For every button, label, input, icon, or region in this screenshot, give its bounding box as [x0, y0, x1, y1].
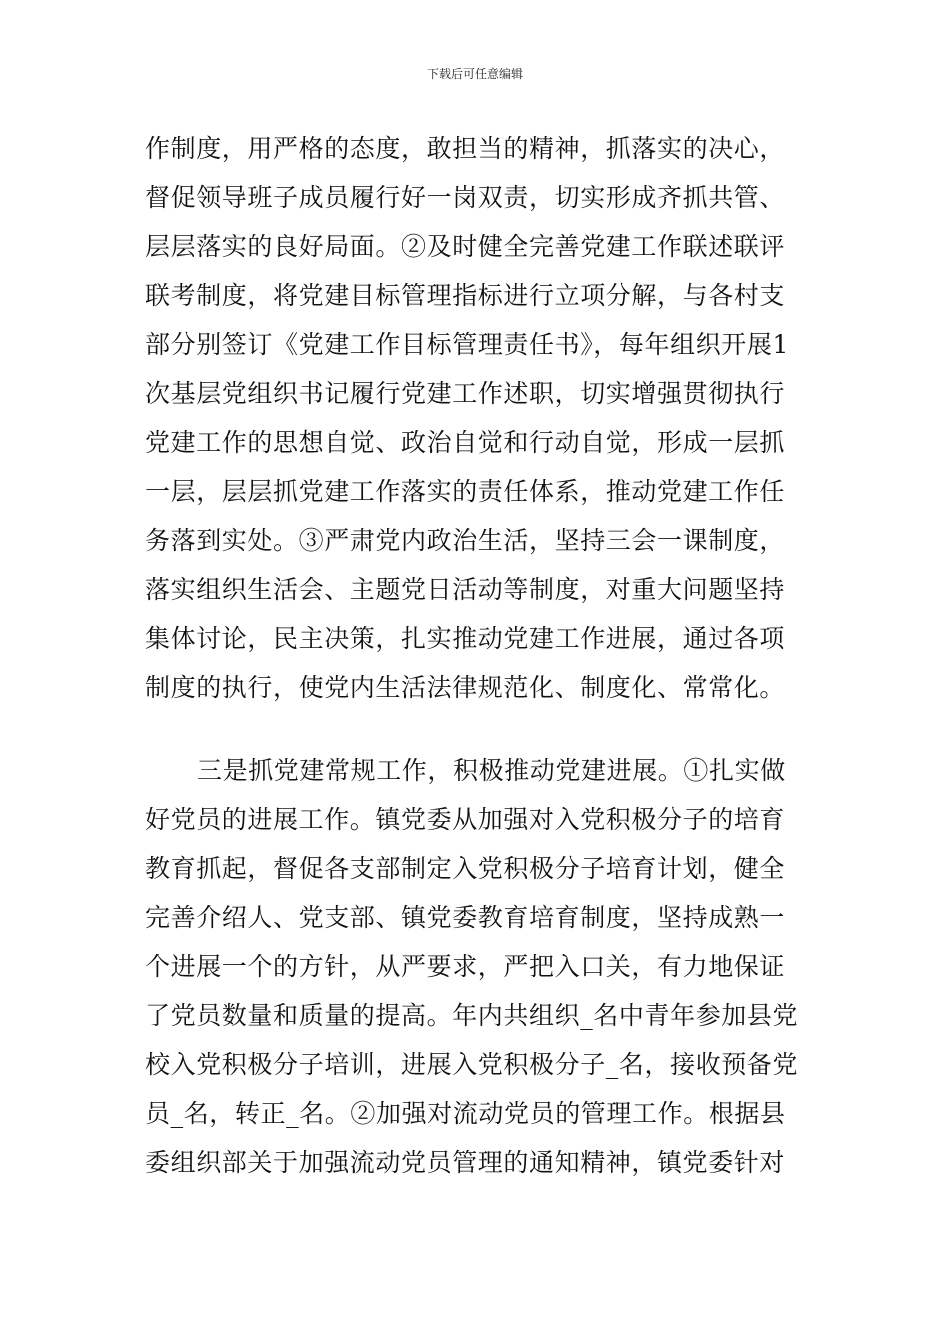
text-line: 督促领导班子成员履行好一岗双责，切实形成齐抓共管、: [145, 183, 786, 212]
text-line: 员_名，转正_名。②加强对流动党员的管理工作。根据县: [145, 1099, 786, 1128]
text-line: 务落到实处。③严肃党内政治生活，坚持三会一课制度，: [145, 526, 786, 555]
text-line: 党建工作的思想自觉、政治自觉和行动自觉，形成一层抓: [145, 428, 786, 457]
text-line: 委组织部关于加强流动党员管理的通知精神，镇党委针对: [145, 1148, 786, 1177]
text-line: 部分别签订《党建工作目标管理责任书》，每年组织开展1: [145, 330, 790, 359]
text-line: 校入党积极分子培训，进展入党积极分子_名，接收预备党: [145, 1050, 799, 1079]
text-line: 了党员数量和质量的提高。年内共组织_名中青年参加县党: [145, 1001, 799, 1030]
text-line: 次基层党组织书记履行党建工作述职，切实增强贯彻执行: [145, 379, 786, 408]
paragraph-1: [145, 124, 810, 712]
text-line: 联考制度，将党建目标管理指标进行立项分解，与各村支: [145, 281, 786, 310]
text-line: 一层，层层抓党建工作落实的责任体系，推动党建工作任: [145, 477, 786, 506]
text-line: 教育抓起，督促各支部制定入党积极分子培育计划，健全: [145, 854, 786, 883]
text-line: 三是抓党建常规工作，积极推动党建进展。①扎实做: [197, 756, 786, 785]
page-header: 下载后可任意编辑: [426, 67, 523, 81]
text-line: 落实组织生活会、主题党日活动等制度，对重大问题坚持: [145, 575, 786, 604]
text-line: 层层落实的良好局面。②及时健全完善党建工作联述联评: [145, 232, 786, 261]
text-line: 集体讨论，民主决策，扎实推动党建工作进展，通过各项: [145, 624, 786, 653]
text-line: 作制度，用严格的态度，敢担当的精神，抓落实的决心，: [145, 134, 786, 163]
text-line: 个进展一个的方针，从严要求，严把入口关，有力地保证: [145, 952, 786, 981]
text-line: 完善介绍人、党支部、镇党委教育培育制度，坚持成熟一: [145, 903, 786, 932]
paragraph-2: [145, 746, 810, 1187]
text-line: 制度的执行，使党内生活法律规范化、制度化、常常化。: [145, 673, 786, 702]
text-line: 好党员的进展工作。镇党委从加强对入党积极分子的培育: [145, 805, 786, 834]
